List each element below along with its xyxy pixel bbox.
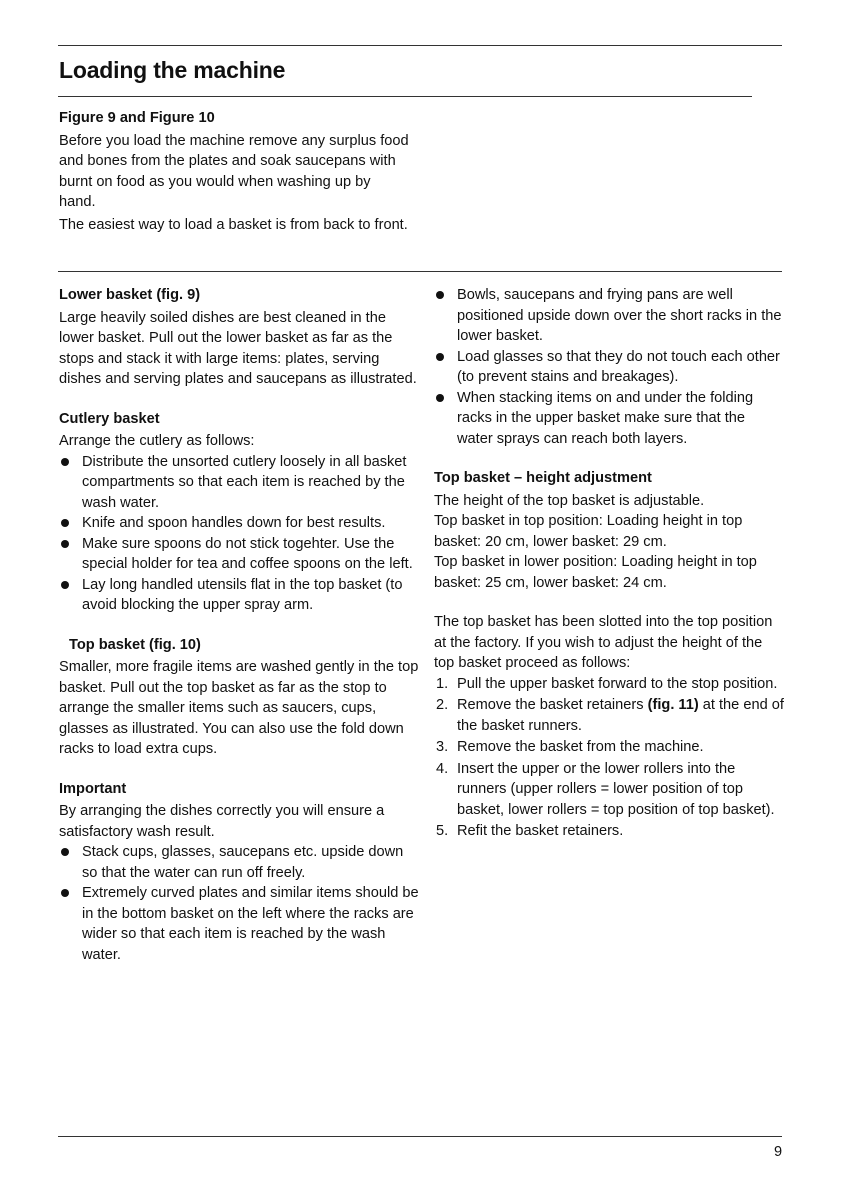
top-basket-text: Smaller, more fragile items are washed gently in the top basket. Pull out the top basket as far as the stop to arrange the smaller items such as saucers, cups, glasses as illustrated. You can also use the fold down racks to load extra cups. [59, 659, 419, 757]
page-title: Loading the machine [59, 57, 286, 83]
list-item [434, 759, 784, 821]
list-item: Extremely curved plates and similar items should be in the bottom basket on the left where the racks are wider so that each item is reached by the wash water. [59, 883, 419, 965]
cutlery-basket-heading: Cutlery basket [59, 410, 160, 427]
intro-paragraph: Before you load the machine remove any surplus food and bones from the plates and soak saucepans with burnt on food as you would when washing up by hand. [59, 132, 409, 210]
list-item [434, 737, 784, 758]
intro-heading: Figure 9 and Figure 10 [59, 110, 215, 126]
step-number: 5. [436, 823, 449, 839]
height-adjustment-line: The height of the top basket is adjustable. [434, 492, 705, 509]
height-adjustment-instructions: The top basket has been slotted into the top position at the factory. If you wish to adjust the height of the top basket proceed as follows: [434, 614, 773, 671]
list-item: Stack cups, glasses, saucepans etc. upside down so that the water can run off freely. [59, 842, 419, 883]
lower-basket-text: Large heavily soiled dishes are best cleaned in the lower basket. Pull out the lower basket as far as the stops and stack it with large items: plates, serving dishes and serving plates and saucepans as illustrated. [59, 309, 417, 387]
step-text: Pull the upper basket forward to the stop position. [457, 675, 778, 692]
important-list [59, 842, 419, 965]
title-rule [58, 96, 752, 97]
step-number: 2. [436, 697, 449, 713]
list-item [434, 695, 784, 736]
lower-basket-heading: Lower basket (fig. 9) [59, 287, 201, 303]
step-number: 4. [436, 760, 449, 777]
important-heading: Important [59, 780, 127, 797]
height-adjustment-steps [434, 674, 784, 842]
important-intro: By arranging the dishes correctly you will ensure a satisfactory wash result. [59, 803, 385, 840]
step-text: at the end of the basket runners. [457, 697, 784, 734]
top-rule [58, 45, 782, 46]
intro-paragraph: The easiest way to load a basket is from back to front. [59, 216, 408, 233]
footer-rule [58, 1136, 782, 1137]
height-adjustment-heading: Top basket – height adjustment [434, 470, 652, 486]
height-adjustment-line: Top basket in top position: Loading height in top basket: 20 cm, lower basket: 29 cm. [434, 513, 743, 550]
list-item: Make sure spoons do not stick togehter. Use the special holder for tea and coffee spoons on the left. [59, 534, 419, 575]
page-number: 9 [774, 1144, 783, 1160]
right-column [434, 285, 784, 843]
figure-reference: (fig. 11) [647, 697, 699, 713]
left-column [59, 285, 419, 965]
intro-section [59, 108, 409, 235]
step-text: Remove the basket from the machine. [457, 739, 704, 755]
section-rule [58, 271, 782, 272]
top-basket-heading: Top basket (fig. 10) [69, 636, 201, 653]
list-item: When stacking items on and under the folding racks in the upper basket make sure that the water sprays can reach both layers. [434, 388, 784, 450]
step-text: Refit the basket retainers. [457, 823, 624, 839]
list-item: Knife and spoon handles down for best results. [59, 513, 419, 534]
step-text: Remove the basket retainers [457, 697, 648, 713]
step-text: Insert the upper or the lower rollers into the runners (upper rollers = lower position of top basket, lower rollers = top position of top basket). [457, 760, 775, 818]
step-number: 1. [436, 675, 449, 692]
list-item [434, 674, 784, 695]
loading-tips-list [434, 285, 784, 449]
list-item [434, 821, 784, 842]
cutlery-basket-list [59, 452, 419, 616]
list-item: Load glasses so that they do not touch each other (to prevent stains and breakages). [434, 347, 784, 388]
cutlery-basket-intro: Arrange the cutlery as follows: [59, 433, 255, 449]
list-item: Bowls, saucepans and frying pans are well positioned upside down over the short racks in the lower basket. [434, 285, 784, 347]
list-item: Lay long handled utensils flat in the top basket (to avoid blocking the upper spray arm. [59, 575, 419, 616]
list-item: Distribute the unsorted cutlery loosely in all basket compartments so that each item is reached by the wash water. [59, 452, 419, 514]
height-adjustment-line: Top basket in lower position: Loading height in top basket: 25 cm, lower basket: 24 cm. [434, 554, 757, 591]
step-number: 3. [436, 739, 449, 755]
